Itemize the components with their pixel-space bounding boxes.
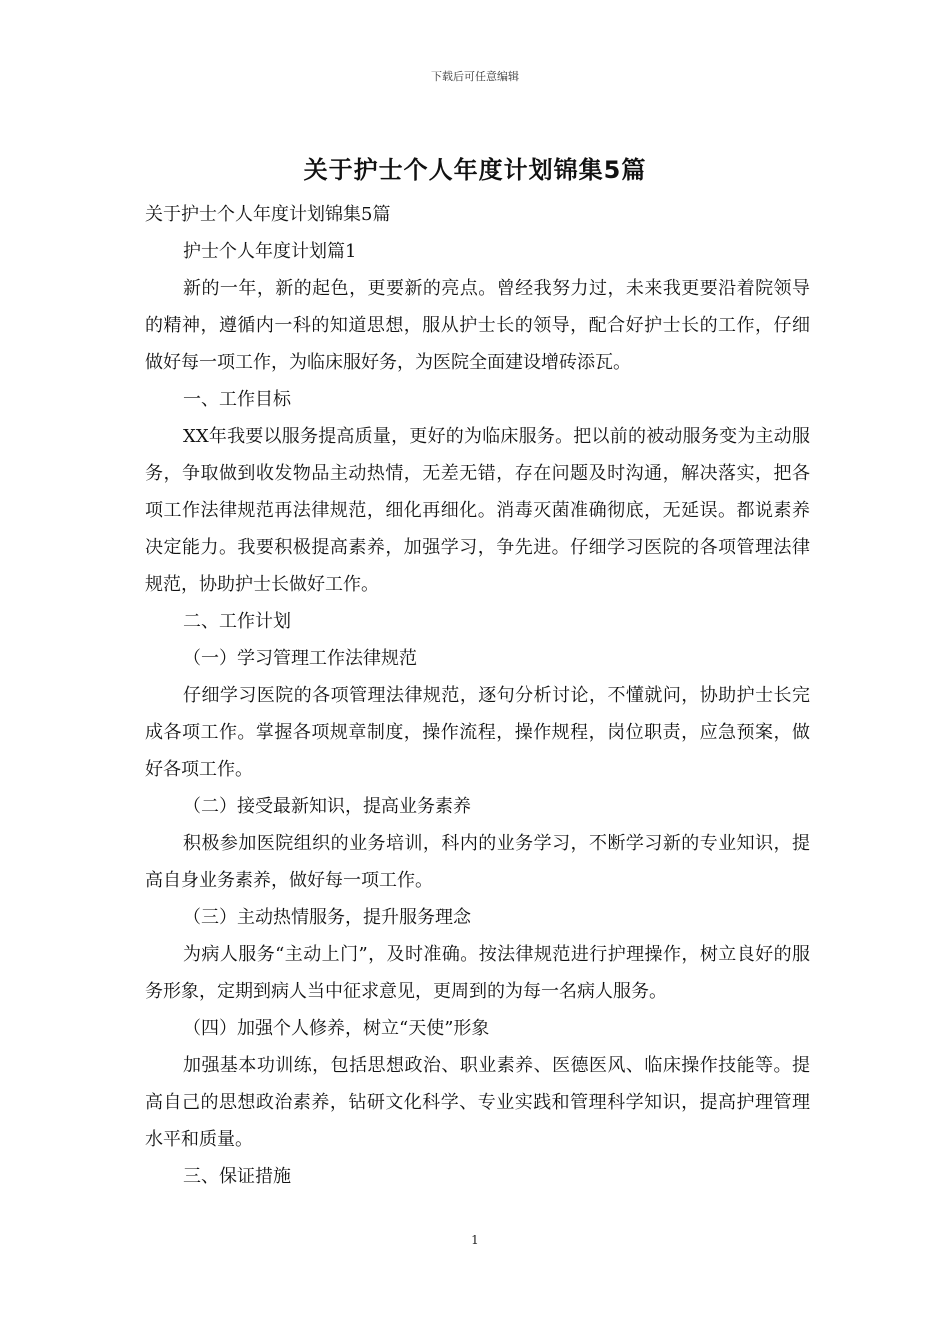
paragraph: （三）主动热情服务，提升服务理念 <box>183 907 471 928</box>
paragraph: 关于护士个人年度计划锦集5篇 <box>145 204 391 225</box>
paragraph: 二、工作计划 <box>183 611 291 632</box>
paragraph: 一、工作目标 <box>183 389 291 410</box>
paragraph: 加强基本功训练，包括思想政治、职业素养、医德医风、临床操作技能等。提高自己的思想政治素养，钻研文化科学、专业实践和管理科学知识，提高护理管理水平和质量。 <box>145 1055 810 1150</box>
paragraph: 仔细学习医院的各项管理法律规范，逐句分析讨论，不懂就问，协助护士长完成各项工作。掌握各项规章制度，操作流程，操作规程，岗位职责，应急预案，做好各项工作。 <box>145 685 810 780</box>
paragraph: 三、保证措施 <box>183 1166 291 1187</box>
paragraph: 为病人服务“主动上门”，及时准确。按法律规范进行护理操作，树立良好的服务形象，定期到病人当中征求意见，更周到的为每一名病人服务。 <box>145 944 810 1002</box>
paragraph: （四）加强个人修养，树立“天使”形象 <box>183 1018 490 1039</box>
header-note: 下载后可任意编辑 <box>431 70 519 83</box>
page-number: 1 <box>471 1233 479 1247</box>
paragraph: 积极参加医院组织的业务培训，科内的业务学习，不断学习新的专业知识，提高自身业务素养，做好每一项工作。 <box>145 833 810 891</box>
paragraph: 新的一年，新的起色，更要新的亮点。曾经我努力过，未来我更要沿着院领导的精神，遵循内一科的知道思想，服从护士长的领导，配合好护士长的工作，仔细做好每一项工作，为临床服好务，为医院全面建设增砖添瓦。 <box>145 278 810 373</box>
paragraph: XX年我要以服务提高质量，更好的为临床服务。把以前的被动服务变为主动服务，争取做到收发物品主动热情，无差无错，存在问题及时沟通，解决落实，把各项工作法律规范再法律规范，细化再细化。消毒灭菌准确彻底，无延误。都说素养决定能力。我要积极提高素养，加强学习，争先进。仔细学习医院的各项管理法律规范，协助护士长做好工作。 <box>145 426 810 595</box>
document-body <box>145 196 810 1195</box>
document-title: 关于护士个人年度计划锦集5篇 <box>303 156 647 184</box>
paragraph: 护士个人年度计划篇1 <box>183 241 357 262</box>
paragraph: （二）接受最新知识，提高业务素养 <box>183 796 471 817</box>
paragraph: （一）学习管理工作法律规范 <box>183 648 417 669</box>
